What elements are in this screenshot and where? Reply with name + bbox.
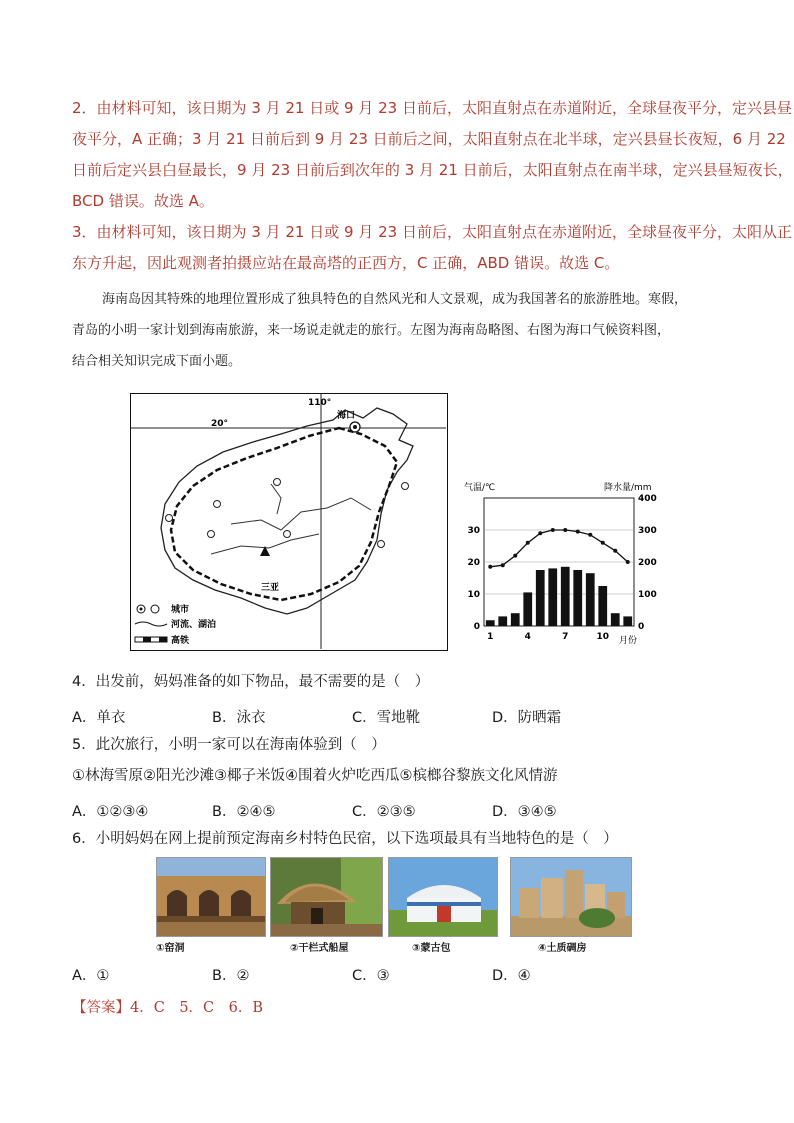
x-axis-label: 月份 <box>619 636 638 646</box>
sanya-label: 三亚 <box>261 583 280 593</box>
q3-explanation-line-2: 东方升起，因此观测者拍摄应站在最高塔的正西方，C 正确，ABD 错误。故选 C。 <box>72 254 620 272</box>
x-tick-label: 7 <box>562 632 569 642</box>
q2-explanation-line-2: 夜平分，A 正确；3 月 21 日前后到 9 月 23 日前后之间，太阳直射点在北半球，定兴县昼长夜短，6 月 22 <box>72 130 786 148</box>
q5-option-c[interactable]: C．②③⑤ <box>352 804 416 820</box>
precipitation-bar <box>498 616 507 626</box>
longitude-label: 110° <box>308 398 332 408</box>
temperature-point <box>501 563 505 567</box>
photo-caption-4: ④土质碉房 <box>538 943 587 954</box>
q2-explanation-line-1: 2．由材料可知，该日期为 3 月 21 日或 9 月 23 日前后，太阳直射点在赤道附近，全球昼夜平分，定兴县昼 <box>72 99 792 117</box>
photo-earthen-tower-house <box>510 857 632 937</box>
temperature-point <box>538 531 542 535</box>
town-marker <box>284 531 291 538</box>
q6-option-c[interactable]: C．③ <box>352 968 390 984</box>
precipitation-bar <box>586 573 595 626</box>
q4-option-b[interactable]: B．泳衣 <box>212 710 266 726</box>
q5-option-b[interactable]: B．②④⑤ <box>212 804 276 820</box>
q2-explanation-line-4: BCD 错误。故选 A。 <box>72 192 214 210</box>
left-axis-label: 气温/℃ <box>464 483 496 493</box>
cave-dwelling-image <box>157 858 266 937</box>
x-tick-label: 4 <box>524 632 531 642</box>
q4-option-d[interactable]: D．防晒霜 <box>492 710 562 726</box>
haikou-label: 海口 <box>337 411 356 421</box>
island-outline <box>161 408 413 614</box>
precipitation-bar <box>511 613 520 626</box>
photo-cave-dwelling <box>156 857 266 937</box>
answer-label: 【答案】 <box>72 1000 130 1016</box>
temperature-point <box>563 528 567 532</box>
river-3 <box>271 484 281 514</box>
right-tick-label: 200 <box>638 558 657 568</box>
temperature-point <box>513 554 517 558</box>
x-tick-label: 1 <box>487 632 494 642</box>
legend-river-label: 河流、湖泊 <box>171 620 217 630</box>
intro-line-3: 结合相关知识完成下面小题。 <box>72 354 242 369</box>
answer-text: 4．C 5．C 6．B <box>130 1000 264 1016</box>
town-marker <box>378 541 385 548</box>
q4-option-a[interactable]: A．单衣 <box>72 710 126 726</box>
latitude-label: 20° <box>211 419 229 429</box>
photo-caption-2: ②干栏式船屋 <box>290 943 349 954</box>
precipitation-bar <box>523 592 532 626</box>
precipitation-bar <box>486 620 495 626</box>
precipitation-bar <box>548 568 557 626</box>
q5-stem: 5．此次旅行，小明一家可以在海南体验到（ ） <box>72 737 386 753</box>
left-tick-label: 10 <box>467 590 480 600</box>
photo-stilt-boat-house <box>270 857 383 937</box>
town-marker <box>274 479 281 486</box>
precipitation-bar <box>536 570 545 626</box>
right-tick-label: 0 <box>638 622 645 632</box>
q3-explanation-line-1: 3．由材料可知，该日期为 3 月 21 日或 9 月 23 日前后，太阳直射点在赤道附近，全球昼夜平分，太阳从正 <box>72 223 792 241</box>
precipitation-bar <box>598 586 607 626</box>
right-tick-label: 100 <box>638 590 657 600</box>
climate-chart <box>458 478 668 648</box>
precipitation-bar <box>623 616 632 626</box>
temperature-point <box>526 541 530 545</box>
q6-option-d[interactable]: D．④ <box>492 968 531 984</box>
intro-line-2: 青岛的小明一家计划到海南旅游，来一场说走就走的旅行。左图为海南岛略图、右图为海口气候资料图， <box>72 323 671 338</box>
q2-explanation-line-3: 日前后定兴县白昼最长，9 月 23 日前后到次年的 3 月 21 日前后，太阳直射点在南半球，定兴县昼短夜长， <box>72 161 793 179</box>
explanation-block <box>72 93 793 279</box>
q4-stem: 4．出发前，妈妈准备的如下物品，最不需要的是（ ） <box>72 674 430 690</box>
precipitation-bar <box>611 613 620 626</box>
legend-railway-label: 高铁 <box>171 636 190 646</box>
stilt-house-image <box>271 858 383 937</box>
right-axis-label: 降水量/mm <box>604 483 652 493</box>
answer-line <box>72 996 263 1017</box>
yurt-image <box>389 858 498 937</box>
hainan-map <box>130 393 448 651</box>
temperature-point <box>551 528 555 532</box>
temperature-point <box>488 565 492 569</box>
q4-option-c[interactable]: C．雪地靴 <box>352 710 421 726</box>
haikou-marker-dot <box>353 425 357 429</box>
photo-caption-1: ①窑洞 <box>156 943 185 954</box>
map-drawing <box>131 394 446 649</box>
precipitation-bar <box>561 567 570 626</box>
q5-items: ①林海雪原②阳光沙滩③椰子米饭④围着火炉吃西瓜⑤槟榔谷黎族文化风情游 <box>72 768 558 784</box>
temperature-point <box>588 533 592 537</box>
tower-house-image <box>511 858 632 937</box>
left-tick-label: 0 <box>473 622 480 632</box>
temperature-line <box>490 530 628 567</box>
right-tick-label: 400 <box>638 494 657 504</box>
q6-option-b[interactable]: B．② <box>212 968 250 984</box>
temperature-point <box>613 549 617 553</box>
q5-option-a[interactable]: A．①②③④ <box>72 804 149 820</box>
q5-option-d[interactable]: D．③④⑤ <box>492 804 557 820</box>
intro-paragraph <box>72 284 687 377</box>
x-tick-label: 10 <box>596 632 610 642</box>
photo-caption-3: ③蒙古包 <box>412 943 451 954</box>
left-tick-label: 20 <box>467 558 480 568</box>
legend-city-label: 城市 <box>171 605 190 615</box>
photo-mongolian-yurt <box>388 857 498 937</box>
intro-line-1: 海南岛因其特殊的地理位置形成了独具特色的自然风光和人文景观，成为我国著名的旅游胜地。寒假， <box>102 292 688 307</box>
town-marker <box>402 483 409 490</box>
temperature-point <box>626 560 630 564</box>
town-marker <box>214 501 221 508</box>
climate-chart-svg <box>458 478 668 648</box>
q6-stem: 6．小明妈妈在网上提前预定海南乡村特色民宿，以下选项最具有当地特色的是（ ） <box>72 831 618 847</box>
q6-option-a[interactable]: A．① <box>72 968 110 984</box>
temperature-point <box>601 541 605 545</box>
right-tick-label: 300 <box>638 526 657 536</box>
town-marker <box>208 531 215 538</box>
river-1 <box>231 498 371 530</box>
temperature-point <box>576 530 580 534</box>
legend-river-icon <box>135 622 167 626</box>
precipitation-bar <box>573 570 582 626</box>
railway-loop <box>171 428 397 600</box>
town-marker <box>166 515 173 522</box>
left-tick-label: 30 <box>467 526 480 536</box>
